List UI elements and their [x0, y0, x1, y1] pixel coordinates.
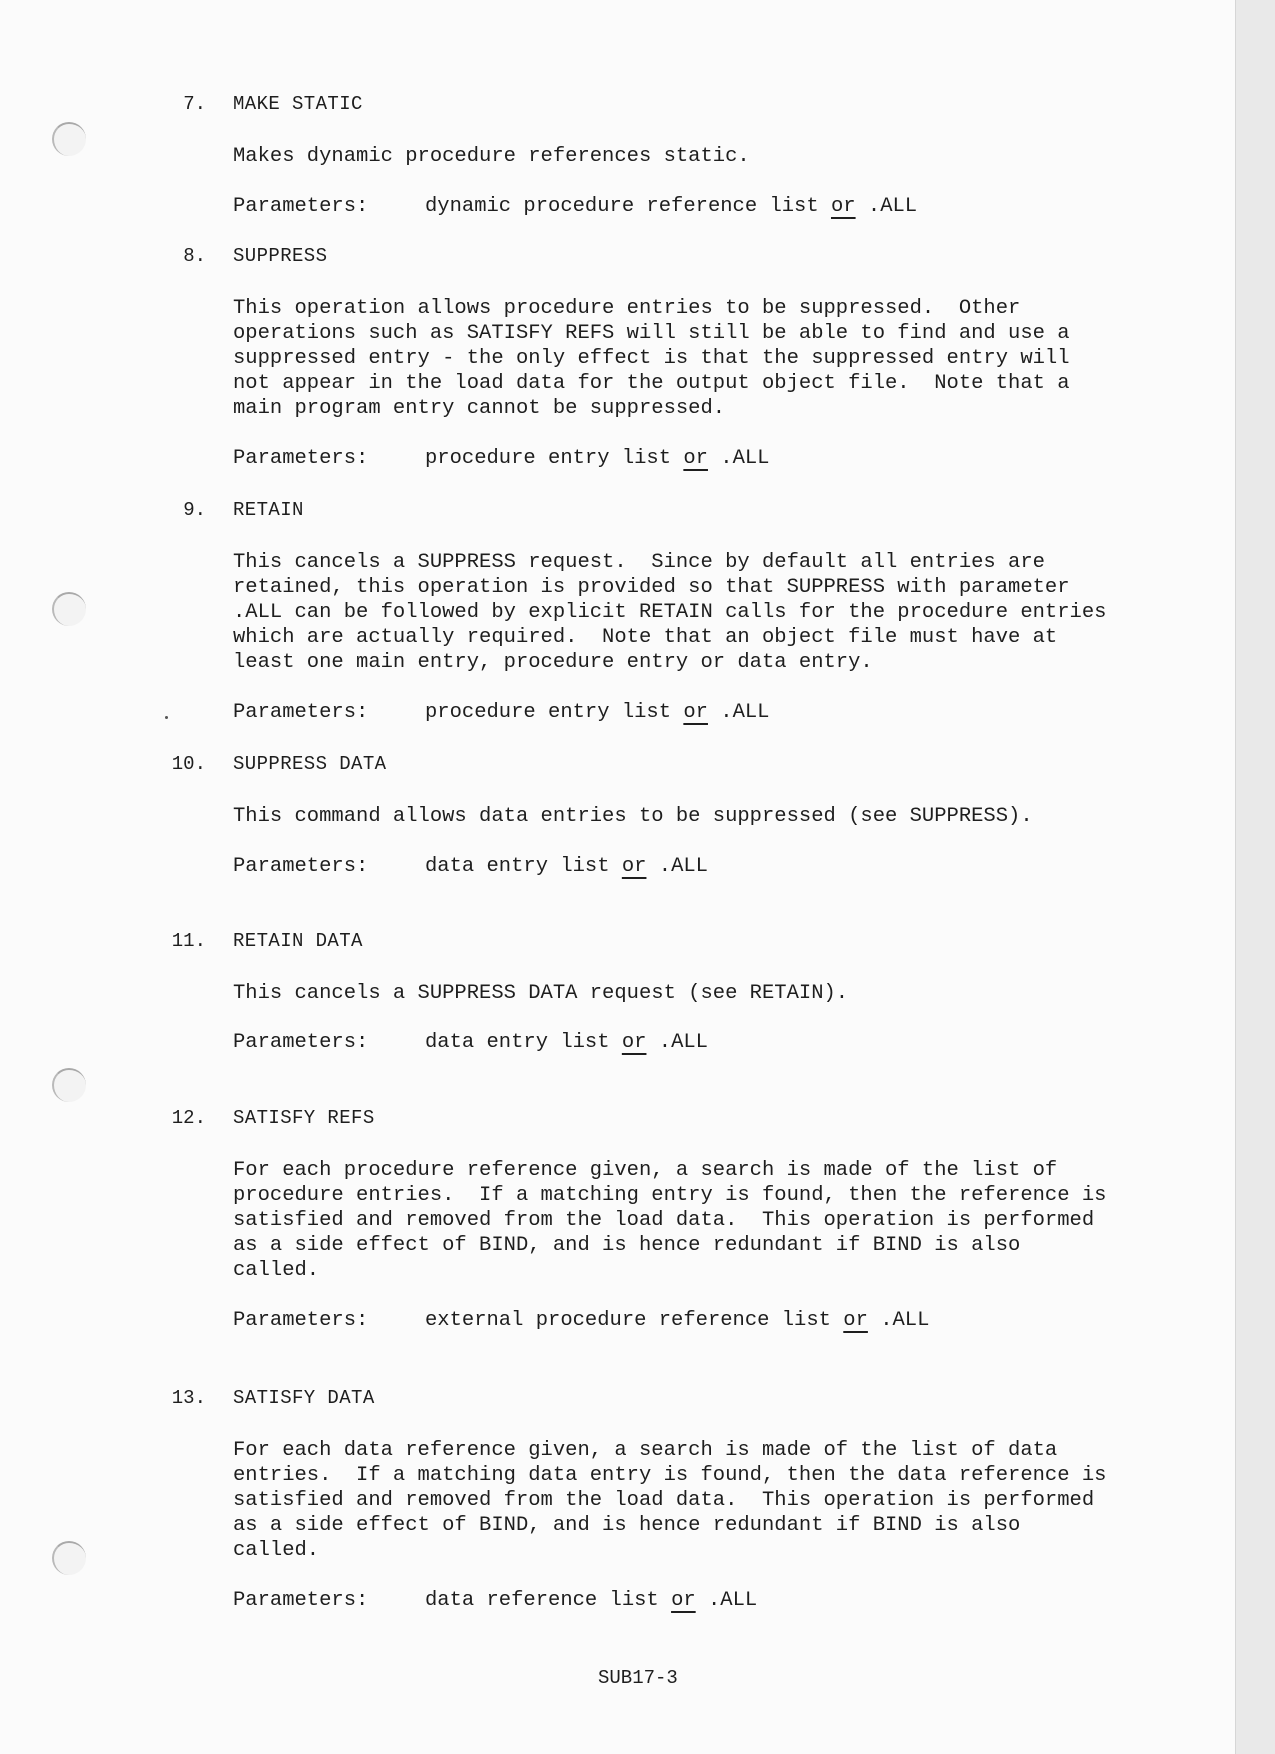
- section-number: 12.: [171, 1107, 206, 1129]
- parameters-label: Parameters:: [233, 195, 369, 218]
- parameters-all: .ALL: [658, 855, 708, 878]
- parameters-or: or: [830, 195, 856, 218]
- section-number: 7.: [183, 93, 206, 115]
- section-description: This cancels a SUPPRESS request. Since by default all entries are retained, this operation is provided so that SUPPRESS with parameter .ALL can be followed by explicit RETAIN calls for the procedure entries which are actually required. Note that an object file must have at least one main entry, procedure entry or data entry.: [233, 551, 1107, 674]
- parameters-all: .ALL: [867, 195, 918, 218]
- parameters-label: Parameters:: [233, 1309, 369, 1332]
- section-description: This command allows data entries to be suppressed (see SUPPRESS).: [233, 805, 1033, 828]
- section-number: 10.: [171, 753, 206, 775]
- parameters-or: or: [683, 701, 708, 724]
- parameters-or: or: [621, 855, 647, 878]
- section-title: SUPPRESS DATA: [233, 753, 387, 775]
- parameters-text: data reference list: [425, 1589, 659, 1612]
- section-number: 8.: [183, 245, 206, 267]
- parameters-value: [425, 854, 708, 879]
- parameters-all: .ALL: [720, 447, 770, 470]
- parameters-or: or: [621, 1031, 647, 1054]
- parameters-label: Parameters:: [233, 855, 369, 878]
- section-title: MAKE STATIC: [233, 93, 363, 115]
- section-title: RETAIN DATA: [233, 930, 363, 952]
- section-title: SATISFY REFS: [233, 1107, 375, 1129]
- section-number: 11.: [171, 930, 206, 952]
- parameters-label: Parameters:: [233, 1031, 369, 1054]
- section-title: SUPPRESS: [233, 245, 328, 267]
- section-title: RETAIN: [233, 499, 304, 521]
- parameters-label: Parameters:: [233, 1589, 369, 1612]
- section-number: 13.: [171, 1387, 206, 1409]
- punch-hole: [52, 122, 86, 156]
- parameters-all: .ALL: [707, 1589, 758, 1612]
- parameters-or: or: [843, 1309, 868, 1332]
- parameters-text: external procedure reference list: [425, 1309, 831, 1332]
- punch-hole: [52, 1541, 86, 1575]
- parameters-value: [425, 1588, 757, 1613]
- parameters-all: .ALL: [720, 701, 770, 724]
- parameters-value: [425, 194, 917, 219]
- parameters-text: data entry list: [425, 1031, 610, 1054]
- section-title: SATISFY DATA: [233, 1387, 375, 1409]
- section-description: This operation allows procedure entries to be suppressed. Other operations such as SATISFY REFS will still be able to find and use a suppressed entry - the only effect is that the suppressed entry will not appear in the load data for the output object file. Note that a main program entry cannot be suppressed.: [233, 297, 1070, 420]
- section-number: 9.: [183, 499, 206, 521]
- parameters-value: [425, 1308, 929, 1333]
- parameters-text: procedure entry list: [425, 701, 672, 724]
- section-description: Makes dynamic procedure references static.: [233, 145, 750, 168]
- section-description: This cancels a SUPPRESS DATA request (see RETAIN).: [233, 982, 849, 1005]
- parameters-all: .ALL: [880, 1309, 930, 1332]
- parameters-label: Parameters:: [233, 701, 369, 724]
- parameters-text: data entry list: [425, 855, 610, 878]
- section-description: For each data reference given, a search is made of the list of data entries. If a matching data entry is found, then the data reference is satisfied and removed from the load data. This operation is performed as a side effect of BIND, and is hence redundant if BIND is also called.: [233, 1439, 1107, 1562]
- page-footer-id: SUB17-3: [598, 1667, 678, 1689]
- section-description: For each procedure reference given, a search is made of the list of procedure entries. If a matching entry is found, then the reference is satisfied and removed from the load data. This operation is performed as a side effect of BIND, and is hence redundant if BIND is also called.: [233, 1159, 1107, 1282]
- parameters-value: [425, 700, 770, 725]
- ink-speck: [165, 716, 168, 719]
- punch-hole: [52, 1068, 86, 1102]
- parameters-text: procedure entry list: [425, 447, 672, 470]
- parameters-all: .ALL: [658, 1031, 708, 1054]
- parameters-text: dynamic procedure reference list: [425, 195, 819, 218]
- parameters-value: [425, 1030, 708, 1055]
- parameters-label: Parameters:: [233, 447, 369, 470]
- parameters-or: or: [683, 447, 708, 470]
- parameters-value: [425, 446, 770, 471]
- punch-hole: [52, 592, 86, 626]
- parameters-or: or: [671, 1589, 696, 1612]
